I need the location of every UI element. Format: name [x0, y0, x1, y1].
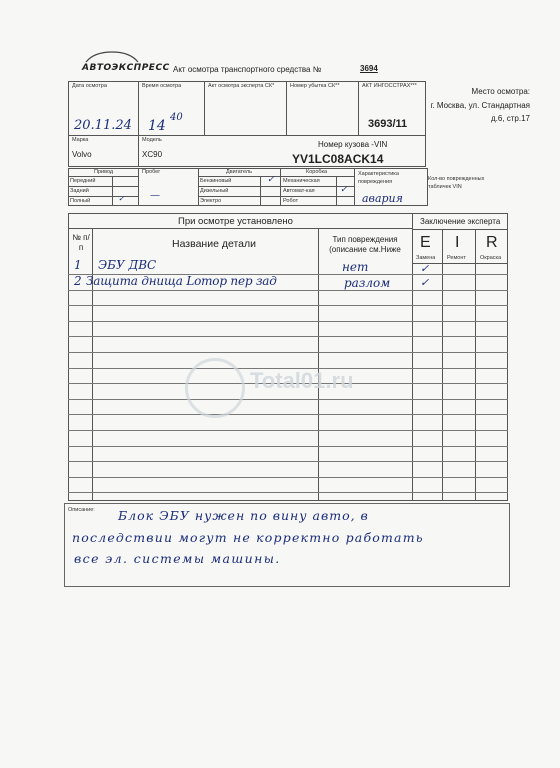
vin-plates-label: Кол-во поврежденных табличек VIN [428, 176, 485, 190]
drive-label: Привод [94, 169, 114, 175]
mileage-value: — [150, 190, 160, 201]
gearbox-auto-check: ✓ [340, 185, 348, 195]
ingos-act-label: АКТ ИНГОССТРАХ*** [362, 83, 417, 89]
drive-full-check: ✓ [118, 194, 125, 203]
table-row [68, 430, 508, 431]
part-col-header: Название детали [172, 238, 256, 250]
num-col-header: № п/п [72, 233, 90, 252]
gearbox-label: Коробка [306, 169, 328, 175]
mileage-label: Пробег [142, 169, 161, 175]
repair-subheader: Ремонт [447, 255, 466, 261]
row-1-part: ЭБУ ДВС [98, 258, 157, 272]
table-row [68, 414, 508, 415]
damage-char-label: Характеристика повреждения [358, 171, 399, 185]
model-value: XC90 [142, 150, 163, 159]
table-row [68, 461, 508, 462]
document-title: Акт осмотра транспортного средства № [173, 65, 322, 74]
engine-petrol: Бензиновый [200, 178, 232, 184]
col-r-header: R [486, 234, 498, 251]
table-row [68, 352, 508, 353]
row-2-e-check: ✓ [420, 276, 430, 289]
watermark-car-icon [185, 358, 245, 418]
place-value: г. Москва, ул. Стандартная д.6, стр.17 [430, 101, 530, 123]
table-row [68, 399, 508, 400]
watermark-text: Total01.ru [250, 368, 354, 393]
gearbox-robot: Робот [283, 198, 299, 204]
date-label: Дата осмотра [72, 83, 107, 89]
company-logo: АВТОЭКСПРЕСС [82, 63, 170, 73]
established-header: При осмотре установлено [178, 216, 293, 227]
row-1-damage: нет [342, 260, 369, 274]
car-logo-icon [84, 50, 140, 64]
table-row [68, 492, 508, 493]
date-value: 20.11.24 [74, 118, 132, 133]
drive-full: Полный [70, 198, 91, 204]
place-label: Место осмотра: [471, 87, 530, 96]
expert-act-label: Акт осмотра эксперта СК* [208, 83, 275, 89]
table-row [68, 477, 508, 478]
engine-diesel: Дизельный [200, 188, 229, 194]
gearbox-auto: Автомат-кая [283, 188, 315, 194]
damage-char-value: авария [362, 192, 403, 205]
drive-front: Передний [70, 178, 96, 184]
time-hours: 14 [148, 118, 166, 134]
description-line-2: последствии могут не корректно работать [72, 530, 424, 545]
gearbox-mech: Механическая [283, 178, 320, 184]
table-row [68, 290, 508, 291]
row-2-damage: разлом [344, 276, 391, 290]
row-2-part: Защита днища Lотор пер зад [86, 274, 277, 288]
table-row [68, 305, 508, 306]
engine-label: Двигатель [226, 169, 252, 175]
replace-subheader: Замена [416, 255, 436, 261]
table-row [68, 336, 508, 337]
conclusion-header: Заключение эксперта [420, 217, 501, 226]
engine-petrol-check: ✓ [267, 175, 275, 185]
row-1-e-check: ✓ [420, 262, 430, 275]
document-number: 3694 [360, 64, 378, 73]
damage-type-col-header: Тип повреждения (описание см.Ниже [329, 235, 401, 254]
paint-subheader: Окраска [480, 255, 502, 261]
vin-value: YV1LC08ACK14 [292, 152, 384, 166]
time-label: Время осмотра [142, 83, 182, 89]
drive-rear: Задний [70, 188, 89, 194]
ingos-act-value: 3693/11 [368, 118, 408, 130]
description-label: Описание: [68, 507, 95, 513]
vin-label: Номер кузова -VIN [318, 140, 388, 149]
description-line-1: Блок ЭБУ нужен по вину авто, в [118, 508, 369, 523]
time-minutes: 40 [170, 112, 183, 123]
row-2-num: 2 [74, 274, 82, 288]
engine-electric: Электро [200, 198, 222, 204]
loss-number-label: Номер убытка СК** [290, 83, 340, 89]
brand-value: Volvo [72, 150, 92, 159]
brand-label: Марка [72, 137, 89, 143]
table-row [68, 321, 508, 322]
col-e-header: E [420, 234, 431, 251]
description-line-3: все эл. системы машины. [74, 551, 281, 566]
model-label: Модель [142, 137, 162, 143]
table-row [68, 446, 508, 447]
col-i-header: I [455, 234, 460, 251]
row-1-num: 1 [74, 258, 82, 272]
